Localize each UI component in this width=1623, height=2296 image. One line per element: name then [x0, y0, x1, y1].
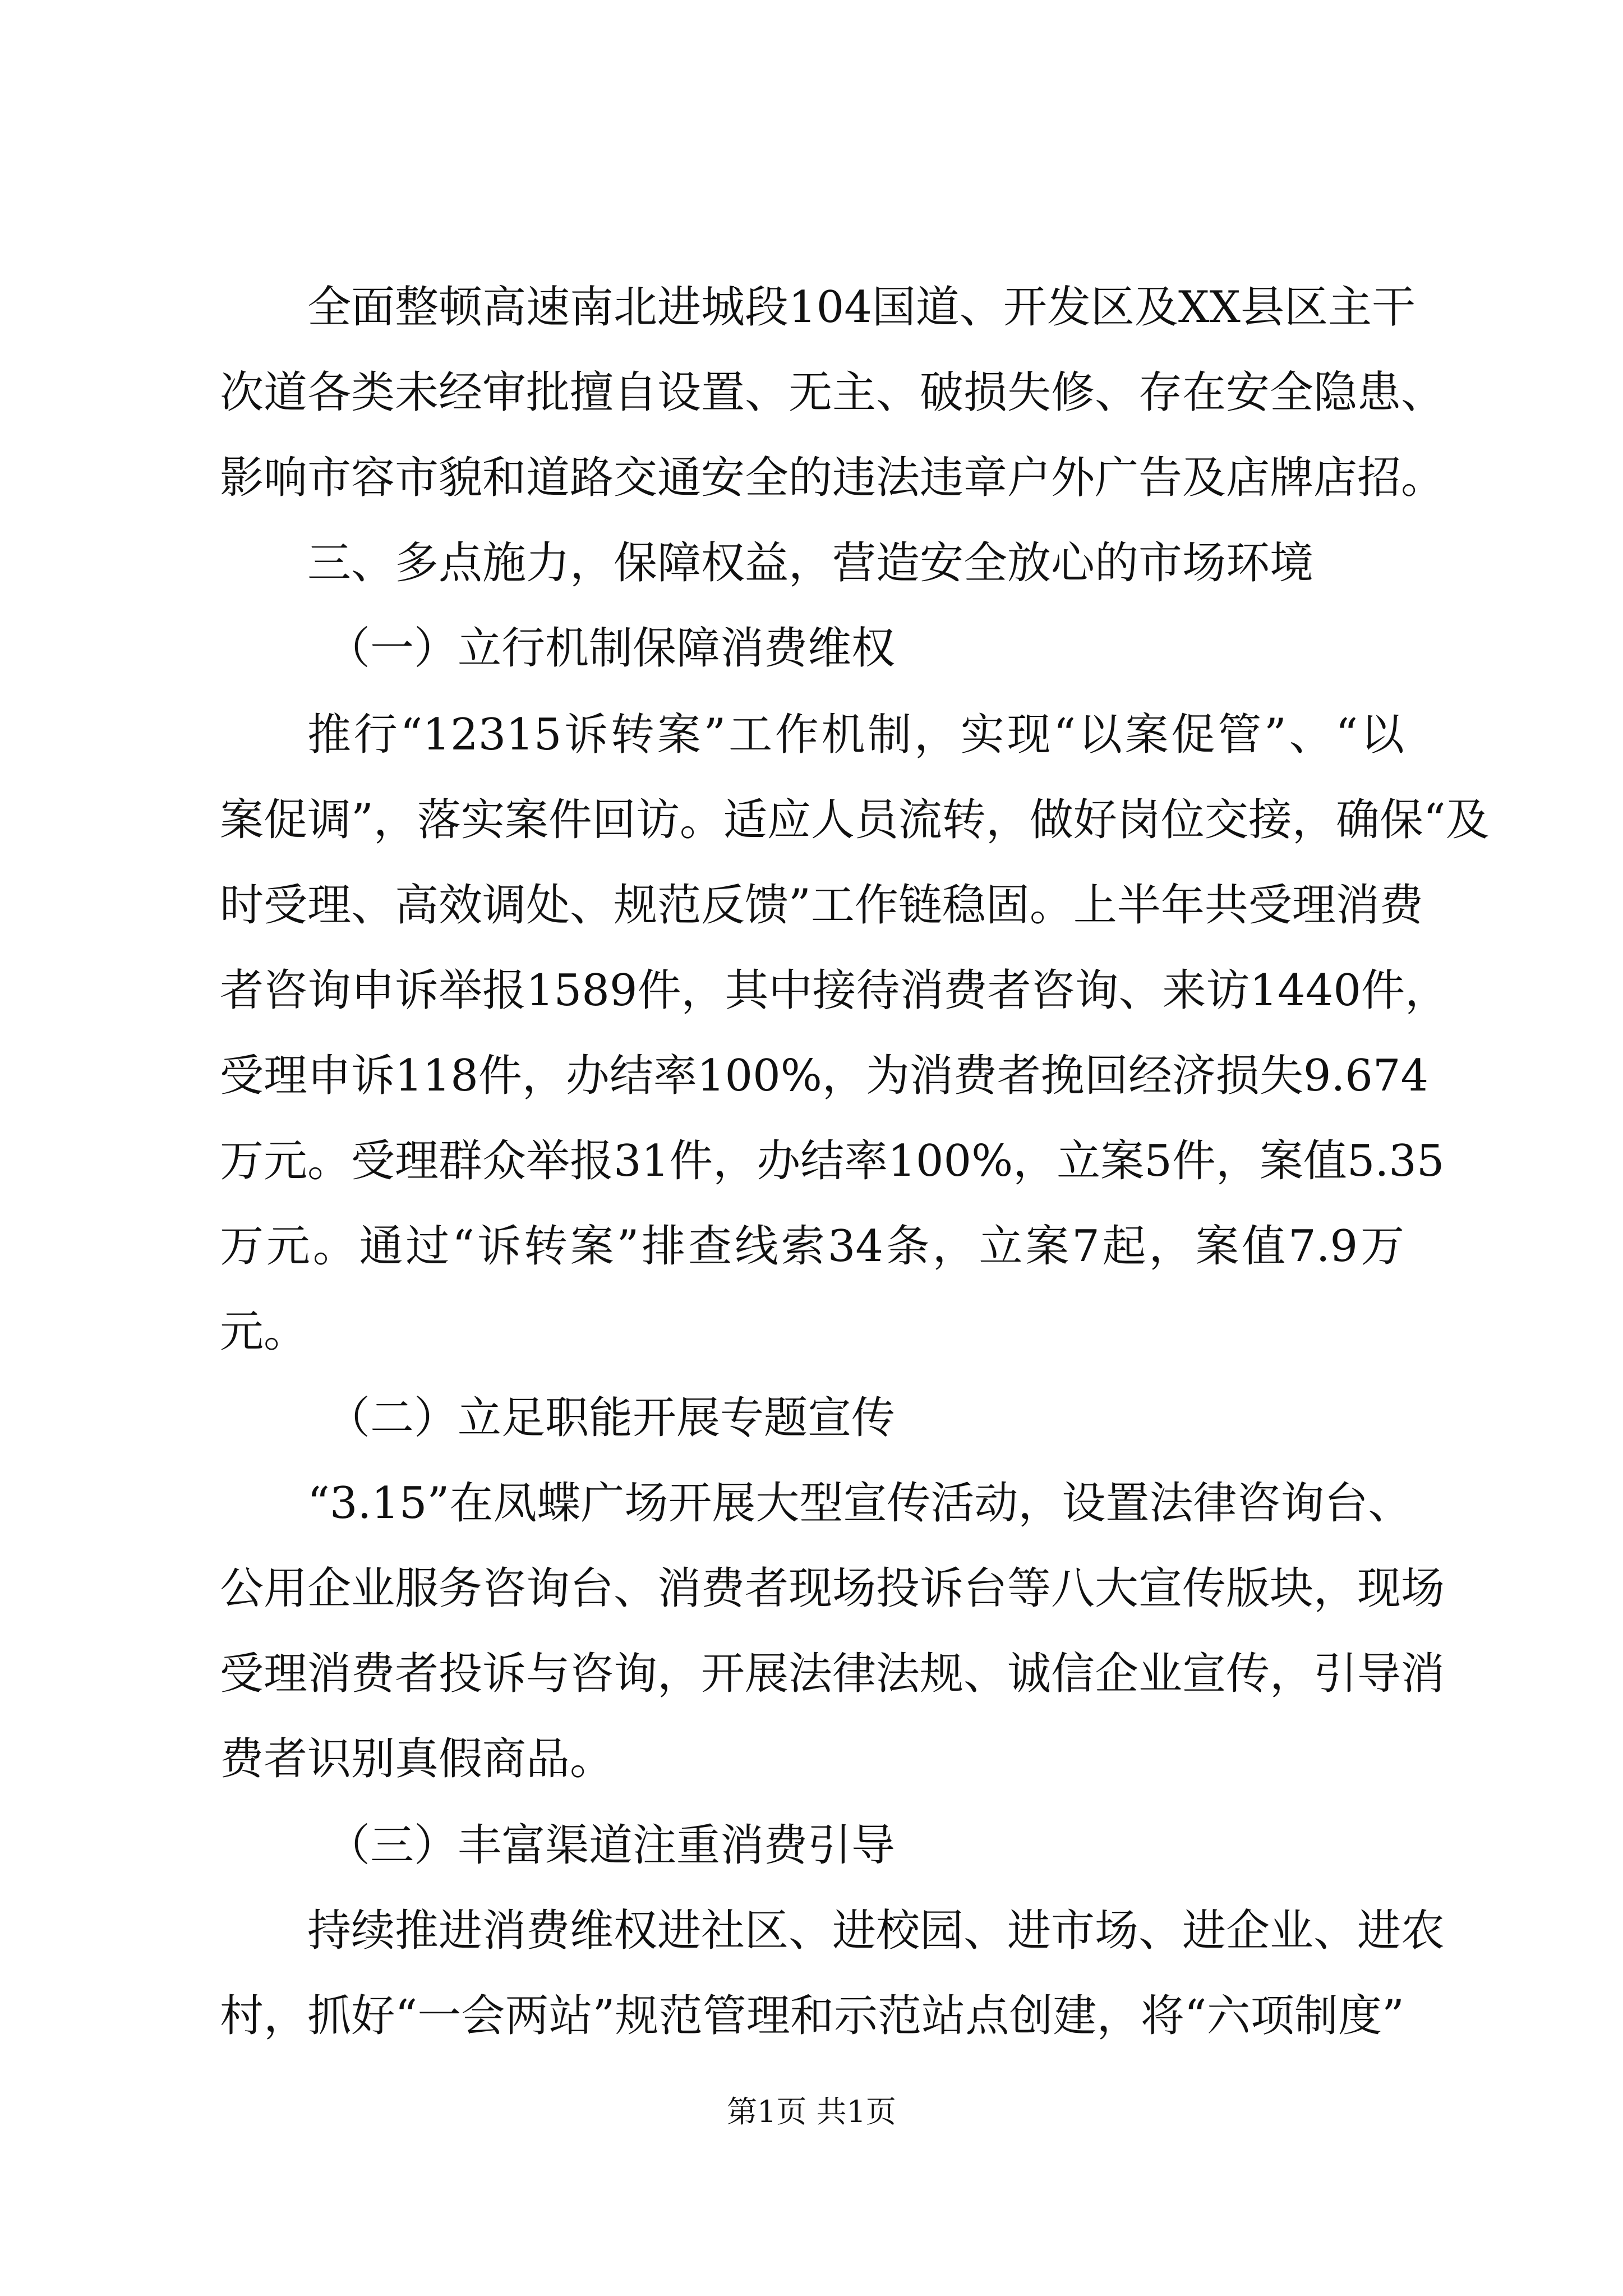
- paragraph-line: 次道各类未经审批擅自设置、无主、破损失修、存在安全隐患、: [220, 367, 1445, 418]
- paragraph-line: 推行“12315诉转案”工作机制，实现“以案促管”、“以: [307, 710, 1404, 760]
- paragraph-line: 时受理、高效调处、规范反馈”工作链稳固。上半年共受理消费: [220, 880, 1423, 931]
- subsection-heading: （二）立足职能开展专题宣传: [326, 1393, 896, 1443]
- paragraph-line: 者咨询申诉举报1589件，其中接待消费者咨询、来访1440件，: [220, 965, 1449, 1016]
- paragraph-line: “3.15”在凤蝶广场开展大型宣传活动，设置法律咨询台、: [307, 1478, 1412, 1529]
- paragraph-line: 案促调”，落实案件回访。适应人员流转，做好岗位交接，确保“及: [220, 795, 1490, 845]
- section-heading: 三、多点施力，保障权益，营造安全放心的市场环境: [307, 538, 1314, 588]
- paragraph-line: 全面整顿高速南北进城段104国道、开发区及XX县区主干: [307, 282, 1415, 333]
- paragraph-line: 持续推进消费维权进社区、进校园、进市场、进企业、进农: [307, 1906, 1445, 1956]
- paragraph-line: 受理消费者投诉与咨询，开展法律法规、诚信企业宣传，引导消: [220, 1649, 1445, 1699]
- paragraph-line: 受理申诉118件，办结率100%，为消费者挽回经济损失9.674: [220, 1051, 1429, 1101]
- paragraph-line: 村，抓好“一会两站”规范管理和示范站点创建，将“六项制度”: [220, 1991, 1404, 2041]
- paragraph-line: 元。: [220, 1306, 308, 1357]
- paragraph-line: 公用企业服务咨询台、消费者现场投诉台等八大宣传版块，现场: [220, 1563, 1445, 1614]
- paragraph-line: 影响市容市貌和道路交通安全的违法违章户外广告及店牌店招。: [220, 453, 1445, 503]
- subsection-heading: （一）立行机制保障消费维权: [326, 623, 896, 674]
- paragraph-line: 万元。受理群众举报31件，办结率100%，立案5件，案值5.35: [220, 1136, 1445, 1186]
- paragraph-line: 费者识别真假商品。: [220, 1734, 614, 1784]
- paragraph-line: 万元。通过“诉转案”排查线索34条，立案7起，案值7.9万: [220, 1221, 1404, 1272]
- page-footer: 第1页 共1页: [727, 2094, 896, 2129]
- subsection-heading: （三）丰富渠道注重消费引导: [326, 1820, 896, 1871]
